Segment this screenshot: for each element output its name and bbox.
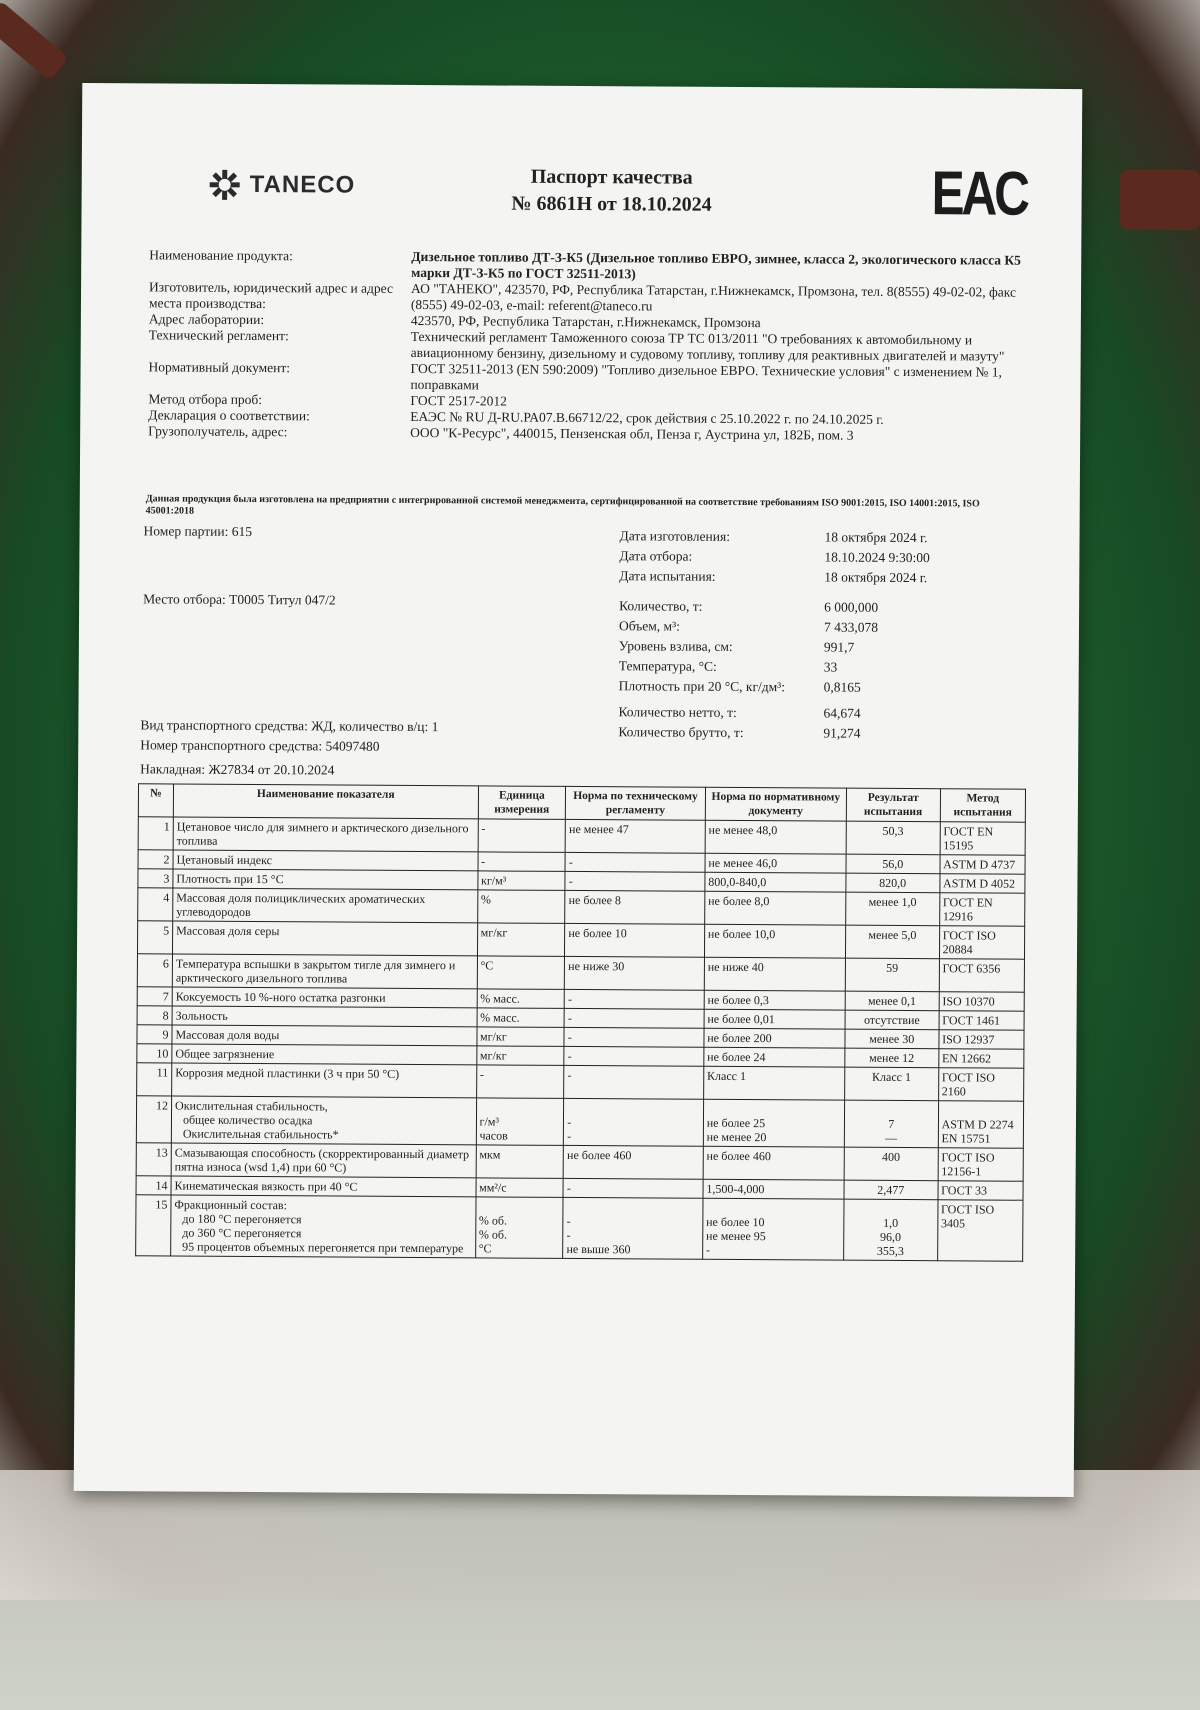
dates-value: 18 октября 2024 г. — [824, 529, 928, 546]
cell-line — [848, 1103, 935, 1118]
table-cell: 5 — [137, 921, 172, 954]
table-cell: 820,0 — [846, 873, 940, 893]
table-row — [137, 921, 1024, 959]
info-value: 423570, РФ, Республика Татарстан, г.Нижнекамск, Промзона — [410, 312, 761, 331]
cell-line — [706, 1201, 840, 1216]
info-value: ГОСТ 2517-2012 — [410, 392, 507, 409]
table-cell — [171, 1195, 476, 1258]
cell-line: % об. — [478, 1213, 508, 1228]
table-cell: - — [564, 1027, 704, 1047]
table-row — [137, 954, 1024, 992]
info-value: ГОСТ 32511-2013 (EN 590:2009) "Топливо дизельное ЕВРО. Технические условия" с изменением № 1, поправками — [410, 360, 1002, 393]
table-cell: не ниже 40 — [704, 957, 845, 991]
table-cell: Цетановый индекс — [173, 850, 478, 871]
table-cell: ГОСТ 33 — [938, 1181, 1023, 1201]
table-row — [138, 817, 1025, 855]
table-cell: 59 — [845, 958, 939, 992]
table-cell: - — [476, 1065, 564, 1099]
table-cell: 1 — [138, 817, 173, 850]
quantities-label: Плотность при 20 °С, кг/дм³: — [618, 678, 786, 695]
table-cell: мг/кг — [477, 923, 565, 957]
cell-line: - — [705, 1242, 711, 1257]
transport-type: Вид транспортного средства: ЖД, количество в/ц: 1 — [140, 717, 439, 735]
cell-line: не более 25 — [706, 1115, 766, 1131]
table-cell: не более 8,0 — [704, 891, 845, 925]
table-cell: не менее 47 — [565, 819, 705, 853]
table-cell: Зольность — [172, 1006, 477, 1027]
table-cell — [844, 1100, 938, 1148]
table-cell: менее 12 — [845, 1048, 939, 1068]
table-cell: 56,0 — [846, 854, 940, 874]
table-cell: °С — [477, 956, 565, 990]
cell-line: до 360 °С перегоняется — [182, 1225, 302, 1241]
table-row — [136, 1143, 1023, 1181]
cell-line: Окислительная стабильность* — [182, 1126, 339, 1142]
table-cell: не более 200 — [704, 1028, 845, 1048]
cell-line: 355,3 — [876, 1243, 904, 1258]
column-header: Результат испытания — [846, 788, 940, 822]
table-cell: Температура вспышки в закрытом тигле для зимнего и арктического дизельного топлива — [172, 954, 477, 989]
taneco-star-icon — [208, 168, 242, 202]
table-cell: Класс 1 — [703, 1066, 844, 1100]
cell-line: 7 — [888, 1116, 895, 1131]
table-cell: ГОСТ ISO 12156-1 — [938, 1148, 1024, 1182]
table-cell: - — [564, 989, 704, 1009]
table-row — [136, 1195, 1023, 1261]
column-header: Метод испытания — [940, 789, 1026, 823]
table-cell: Коксуемость 10 %-ного остатка разгонки — [172, 987, 477, 1008]
table-cell: Плотность при 15 °С — [173, 869, 478, 890]
table-cell — [702, 1198, 843, 1260]
quantities-label: Объем, м³: — [618, 618, 680, 634]
dates-row — [619, 548, 979, 570]
table-cell: не более 0,3 — [704, 990, 845, 1010]
cell-line: не менее 20 — [706, 1129, 767, 1145]
table-cell: - — [478, 852, 566, 872]
table-cell: - — [564, 1008, 704, 1028]
gross-row: Количество брутто, т: 91,274 — [618, 724, 861, 741]
column-header: Единица измерения — [478, 786, 566, 820]
cell-line: Окислительная стабильность, — [175, 1098, 328, 1114]
table-cell: - — [564, 1065, 704, 1099]
table-cell: не более 10 — [565, 923, 705, 957]
cell-line: не выше 360 — [566, 1241, 631, 1257]
quantities-row — [619, 618, 979, 640]
column-header: Норма по нормативному документу — [705, 787, 846, 821]
cell-line — [567, 1200, 700, 1215]
table-cell: Смазывающая способность (скорректированный диаметр пятна износа (wsd 1,4) при 60 °С) — [171, 1143, 476, 1178]
table-cell: 12 — [136, 1096, 171, 1143]
table-cell: 13 — [136, 1143, 171, 1176]
table-cell: мг/кг — [477, 1027, 565, 1047]
table-cell: ГОСТ 6356 — [939, 959, 1025, 993]
info-value: ООО "К-Ресурс", 440015, Пензенская обл, Пенза г, Аустрина ул, 182Б, пом. 3 — [410, 424, 854, 443]
dates-label: Дата испытания: — [619, 568, 716, 584]
company-logo — [208, 168, 356, 203]
dates-block — [619, 528, 979, 590]
table-cell: менее 0,1 — [845, 991, 939, 1011]
table-cell: не более 460 — [703, 1146, 844, 1180]
cell-line: не более 10 — [706, 1214, 765, 1230]
quantities-value: 6 000,000 — [824, 599, 879, 615]
table-header-row — [138, 784, 1025, 822]
net-gross-block — [618, 704, 978, 746]
cell-line: °С — [478, 1241, 492, 1256]
quality-table — [135, 783, 1026, 1261]
table-cell: 1,500-4,000 — [703, 1179, 844, 1199]
table-cell: Массовая доля полициклических ароматических углеводородов — [173, 888, 478, 923]
table-cell: не более 460 — [563, 1145, 703, 1179]
quantities-row — [619, 658, 979, 680]
sampling-place: Место отбора: Т0005 Титул 047/2 — [143, 591, 336, 608]
cell-line — [847, 1202, 934, 1217]
cell-line: - — [567, 1114, 572, 1129]
table-cell: ISO 12937 — [939, 1030, 1024, 1050]
dates-value: 18 октября 2024 г. — [824, 569, 928, 586]
quantities-value: 0,8165 — [823, 679, 861, 695]
table-cell: 10 — [137, 1044, 172, 1063]
table-cell: 14 — [136, 1176, 171, 1195]
column-header: № — [138, 784, 173, 817]
floor — [0, 1470, 1200, 1710]
net-row: Количество нетто, т: 64,674 — [618, 704, 861, 721]
info-label: Адрес лаборатории: — [148, 311, 265, 328]
quantities-label: Количество, т: — [619, 598, 703, 614]
table-cell: не более 10,0 — [704, 924, 845, 958]
title-line-2: № 6861Н от 18.10.2024 — [511, 192, 712, 216]
chair-frame-right — [1120, 170, 1200, 230]
cell-line: 96,0 — [879, 1229, 902, 1244]
table-cell: Коррозия медной пластинки (3 ч при 50 °С) — [172, 1063, 477, 1098]
table-cell: - — [565, 871, 705, 891]
table-cell: не более 8 — [565, 890, 705, 924]
table-cell: ГОСТ 1461 — [939, 1011, 1024, 1031]
table-cell: Массовая доля воды — [172, 1025, 477, 1046]
table-cell: 6 — [137, 954, 172, 987]
table-cell: 11 — [137, 1063, 172, 1096]
quantities-value: 33 — [823, 659, 838, 675]
table-cell: - — [564, 1046, 704, 1066]
cell-line: - — [567, 1128, 572, 1143]
cell-line — [480, 1100, 561, 1114]
table-cell: отсутствие — [845, 1010, 939, 1030]
table-cell: ISO 10370 — [939, 992, 1024, 1012]
cell-line: — — [885, 1130, 898, 1145]
dates-row — [619, 528, 979, 550]
table-cell: ASTM D 4737 — [940, 855, 1025, 875]
cell-line: до 180 °С перегоняется — [182, 1211, 302, 1227]
table-cell: менее 30 — [845, 1029, 939, 1049]
table-cell — [475, 1197, 563, 1259]
cell-line: - — [566, 1227, 571, 1242]
table-cell: Цетановое число для зимнего и арктического дизельного топлива — [173, 817, 478, 852]
cell-line: не менее 95 — [706, 1228, 766, 1244]
table-cell: менее 5,0 — [845, 925, 939, 959]
table-cell: не менее 48,0 — [705, 820, 846, 854]
cell-line: EN 15751 — [941, 1131, 991, 1146]
cell-line — [567, 1101, 700, 1116]
certification-note: Данная продукция была изготовлена на предприятии с интегрированной системой менеджмента, сертифицированной на соответствие требованиям ISO 9001:2015, ISO 14001:2015, ISO 45001:2018 — [145, 493, 980, 517]
info-label: Изготовитель, юридический адрес и адрес места производства: — [148, 279, 394, 312]
cell-line: г/м³ — [479, 1114, 500, 1129]
table-row — [137, 1063, 1024, 1101]
cell-line: Фракционный состав: — [174, 1197, 287, 1213]
table-cell: 800,0-840,0 — [705, 872, 846, 892]
dates-value: 18.10.2024 9:30:00 — [824, 549, 930, 566]
column-header: Норма по техническому регламенту — [566, 786, 706, 820]
table-cell: 9 — [137, 1025, 172, 1044]
quantities-label: Температура, °С: — [618, 658, 717, 674]
table-cell: Массовая доля серы — [172, 921, 477, 956]
info-label: Технический регламент: — [148, 327, 289, 344]
info-value: ЕАЭС № RU Д-RU.РА07.В.66712/22, срок действия с 25.10.2022 г. по 24.10.2025 г. — [410, 408, 884, 427]
dates-row — [619, 568, 979, 590]
table-cell: % масс. — [477, 989, 565, 1009]
table-cell: не менее 46,0 — [705, 853, 846, 873]
cell-line — [479, 1199, 560, 1213]
table-cell: EN 12662 — [938, 1049, 1023, 1069]
table-cell: 7 — [137, 987, 172, 1006]
info-value: Дизельное топливо ДТ-З-К5 (Дизельное топливо ЕВРО, зимнее, класса 2, экологического класса К5 марки ДТ-З-К5 по ГОСТ 32511-2013) — [411, 248, 1022, 282]
quantities-label: Уровень взлива, см: — [618, 638, 733, 654]
info-label: Наименование продукта: — [149, 247, 293, 264]
table-cell: % — [477, 890, 565, 924]
column-header: Наименование показателя — [173, 784, 478, 819]
product-info — [148, 247, 1049, 444]
table-cell: 15 — [136, 1195, 171, 1256]
quality-passport-sheet — [74, 83, 1083, 1497]
table-cell — [844, 1199, 938, 1261]
table-cell: менее 1,0 — [846, 892, 940, 926]
cell-line: - — [566, 1213, 571, 1228]
table-cell: - — [563, 1178, 703, 1198]
table-cell: 4 — [138, 888, 173, 921]
logo-text: TANECO — [249, 170, 356, 199]
table-cell — [703, 1099, 844, 1147]
info-value: АО "ТАНЕКО", 423570, РФ, Республика Татарстан, г.Нижнекамск, Промзона, тел. 8(8555) 49-02-02, факс (8555) 49-02-03, e-mail: referent@taneco.ru — [410, 280, 1017, 314]
batch-number: Номер партии: 615 — [143, 523, 253, 540]
table-cell: % масс. — [477, 1008, 565, 1028]
info-value: Технический регламент Таможенного союза ТР ТС 013/2011 "О требованиях к автомобильному и авиационному бензину, дизельному и судовому топливу, топливу для реактивных двигателей и мазуту" — [410, 328, 1005, 364]
table-cell — [938, 1101, 1024, 1149]
page-title — [461, 163, 761, 219]
table-row — [136, 1096, 1023, 1148]
cell-line: ASTM D 2274 — [941, 1117, 1014, 1132]
quantities-value: 991,7 — [823, 639, 855, 655]
transport-number: Номер транспортного средства: 54097480 — [140, 737, 380, 754]
table-cell: мг/кг — [476, 1046, 564, 1066]
table-cell: 50,3 — [846, 821, 940, 855]
table-cell: 2,477 — [844, 1180, 938, 1200]
table-cell: 3 — [138, 869, 173, 888]
dates-label: Дата изготовления: — [619, 528, 731, 544]
table-cell: не более 0,01 — [704, 1009, 845, 1029]
dates-label: Дата отбора: — [619, 548, 693, 564]
title-line-1: Паспорт качества — [530, 165, 693, 189]
cell-line: общее количество осадка — [182, 1112, 313, 1128]
info-label: Нормативный документ: — [148, 359, 291, 376]
info-label: Метод отбора проб: — [148, 391, 263, 408]
cell-line: 95 процентов объемных перегоняется при температуре — [182, 1239, 464, 1256]
table-cell: мкм — [476, 1145, 564, 1179]
table-cell: - — [565, 852, 705, 872]
table-cell: кг/м³ — [477, 871, 565, 891]
info-label: Грузополучатель, адрес: — [148, 423, 288, 440]
quantities-value: 7 433,078 — [823, 619, 879, 635]
table-cell: Общее загрязнение — [172, 1044, 477, 1065]
table-cell: 400 — [844, 1147, 938, 1181]
table-cell: Кинематическая вязкость при 40 °С — [171, 1176, 476, 1197]
table-cell — [171, 1096, 476, 1145]
table-cell — [564, 1098, 704, 1146]
table-cell: ГОСТ ISO 3405 — [937, 1200, 1023, 1262]
cell-line — [707, 1102, 841, 1117]
table-cell: Класс 1 — [845, 1067, 939, 1101]
waybill: Накладная: Ж27834 от 20.10.2024 — [140, 761, 335, 778]
table-cell: не более 24 — [704, 1047, 845, 1067]
cell-line: % об. — [478, 1227, 508, 1242]
table-cell: мм²/с — [476, 1178, 564, 1198]
cell-line — [942, 1103, 1020, 1117]
table-cell: 2 — [138, 850, 173, 869]
quantities-row — [619, 678, 979, 700]
table-cell: 8 — [137, 1006, 172, 1025]
table-cell: ГОСТ EN 12916 — [939, 893, 1025, 927]
table-cell — [476, 1098, 564, 1146]
quantities-row — [619, 598, 979, 620]
table-cell — [563, 1197, 703, 1259]
quantities-row — [619, 638, 979, 660]
quantity-block — [619, 598, 980, 700]
table-cell: ГОСТ EN 15195 — [940, 822, 1026, 856]
table-cell: - — [478, 819, 566, 853]
cell-line: 1,0 — [883, 1215, 899, 1230]
table-cell: не ниже 30 — [565, 956, 705, 990]
table-cell: ГОСТ ISO 20884 — [939, 926, 1025, 960]
eac-mark: EAC — [931, 159, 1027, 229]
info-label: Декларация о соответствии: — [148, 407, 310, 424]
table-cell: ASTM D 4052 — [940, 874, 1025, 894]
cell-line: часов — [479, 1128, 508, 1143]
table-row — [138, 888, 1025, 926]
table-cell: ГОСТ ISO 2160 — [938, 1068, 1024, 1102]
